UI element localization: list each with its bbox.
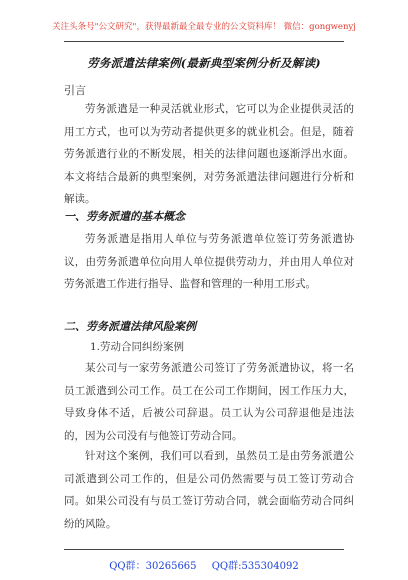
section-heading-legal-risk-cases: 二、劳务派遣法律风险案例 xyxy=(64,320,196,333)
case-paragraph: 某公司与一家劳务派遣公司签订了劳务派遣协议，将一名员工派遣到公司工作。员工在公司工作期间，因工作压力大，导致身体不适，后被公司辞退。员工认为公司辞退他是违法的，因为公司没有与他签订劳动合同。 xyxy=(64,362,354,442)
header-divider xyxy=(64,41,344,42)
document-title: 劳务派遣法律案例(最新典型案例分析及解读) xyxy=(87,56,321,70)
analysis-paragraph: 针对这个案例，我们可以看到，虽然员工是由劳务派遣公司派遣到公司工作的，但是公司仍然需要与员工签订劳动合同。如果公司没有与员工签订劳动合同，就会面临劳动合同纠纷的风险。 xyxy=(64,450,354,530)
subsection-heading-contract-dispute: 1.劳动合同纠纷案例 xyxy=(90,341,185,353)
section-heading-basic-concept: 一、劳务派遣的基本概念 xyxy=(64,210,185,223)
footer-divider xyxy=(64,549,344,550)
intro-heading: 引言 xyxy=(64,84,86,97)
footer-qq-group-1: QQ群：30265665 xyxy=(109,561,197,572)
intro-paragraph: 劳务派遣是一种灵活就业形式，它可以为企业提供灵活的用工方式，也可以为劳动者提供更多的就业机会。但是，随着劳务派遣行业的不断发展，相关的法律问题也逐渐浮出水面。本文将结合最新的典型案例，对劳务派遣法律问题进行分析和解读。 xyxy=(64,103,354,205)
section1-paragraph: 劳务派遣是指用人单位与劳务派遣单位签订劳务派遣协议，由劳务派遣单位向用人单位提供劳动力，并由用人单位对劳务派遣工作进行指导、监督和管理的一种用工形式。 xyxy=(64,233,354,290)
footer-qq-group-2: QQ群:535304092 xyxy=(211,561,299,572)
header-notice: 关注头条号"公文研究"，获得最新最全最专业的公文资料库！ 微信：gongwenyj xyxy=(52,22,356,32)
footer xyxy=(0,557,408,572)
